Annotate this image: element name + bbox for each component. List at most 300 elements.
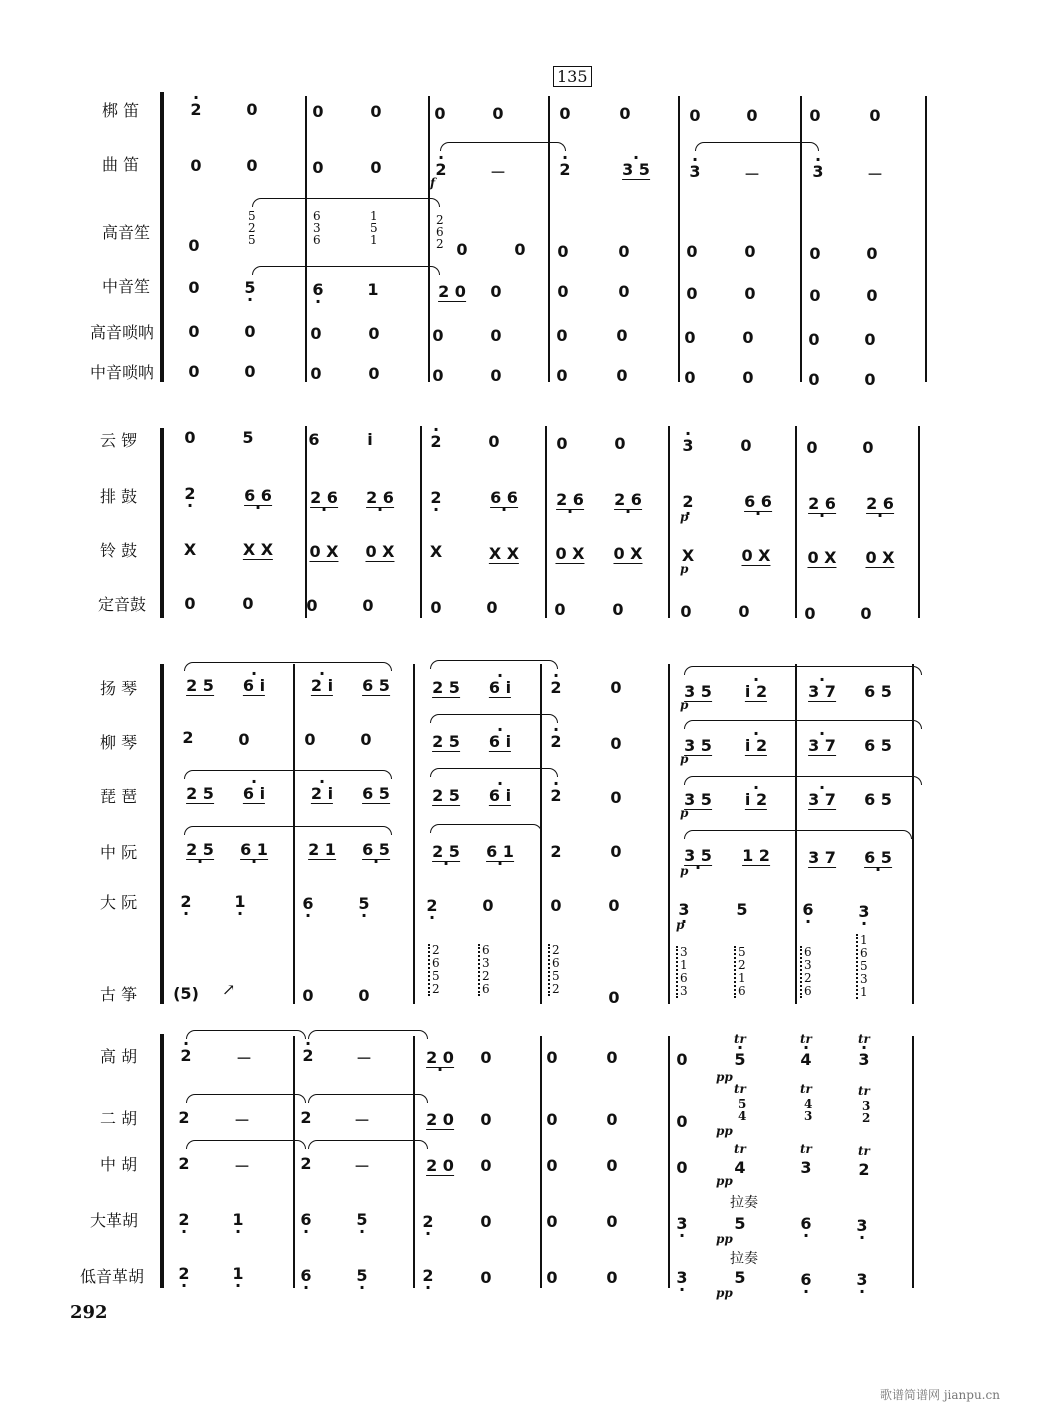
note: 3 · <box>678 900 689 919</box>
note-group: · i 2 <box>745 790 767 810</box>
note: 2 · <box>178 1264 189 1283</box>
note: 5 · <box>358 894 369 913</box>
barline <box>548 96 550 382</box>
note: 0 <box>368 364 380 383</box>
note: 0 <box>546 1156 558 1175</box>
note: 0 <box>546 1110 558 1129</box>
note: · 3 <box>682 436 693 455</box>
note-group: 0 X <box>555 544 585 563</box>
chord-arpeggio: 3 1 6 3 <box>676 946 688 998</box>
page-number: 292 <box>70 1302 108 1323</box>
dynamic-p: p <box>680 562 689 576</box>
note: 6 · <box>800 1214 811 1233</box>
note: 0 <box>809 106 821 125</box>
tie <box>308 1140 428 1149</box>
label-zhongruan: 中 阮 <box>100 843 138 862</box>
note: · 5 <box>734 1050 745 1069</box>
trill: tr <box>734 1082 746 1096</box>
chord-arpeggio: 2 6 5 2 <box>428 944 440 996</box>
note: 0 <box>612 600 624 619</box>
note: 0 <box>808 370 820 389</box>
label-linggu: 铃 鼓 <box>100 541 138 560</box>
trill: tr <box>858 1032 870 1046</box>
note: 0 <box>556 366 568 385</box>
note: 2 <box>300 1108 312 1127</box>
note: 0 <box>486 598 498 617</box>
gliss-arrow-icon: ↗ <box>222 980 236 999</box>
note-group: 2 5 <box>432 786 460 805</box>
barline <box>428 96 430 382</box>
note: 0 <box>676 1158 688 1177</box>
label-bangdi: 梆 笛 <box>102 101 140 120</box>
note: 0 <box>306 596 318 615</box>
note: 2 <box>300 1154 312 1173</box>
note: 0 <box>184 428 196 447</box>
note: 0 <box>684 368 696 387</box>
brace-plucked <box>160 664 164 1004</box>
brace-winds <box>160 92 164 382</box>
dynamic-pp: pp <box>716 1070 733 1084</box>
note-group: 6 1 · <box>486 842 514 862</box>
note-group: 2 5 <box>186 676 214 695</box>
note-group: 2 5 <box>186 784 214 803</box>
note: 2 · <box>178 1210 189 1229</box>
tie <box>684 720 922 729</box>
note-group: 2 5 <box>432 732 460 751</box>
barline <box>668 664 670 1004</box>
tie <box>684 776 922 785</box>
note: · 2 <box>559 160 570 179</box>
note: 0 <box>480 1212 492 1231</box>
note-group: · 2 i <box>311 784 333 804</box>
tie <box>252 266 440 275</box>
note-group: 3 7 <box>808 848 836 867</box>
barline <box>305 96 307 382</box>
barline <box>918 426 920 618</box>
note: 0 <box>616 326 628 345</box>
note-group: 2 0 <box>426 1156 454 1175</box>
note: 5 · <box>356 1266 367 1285</box>
note-group: · 6 i <box>243 676 265 696</box>
dynamic-p: p <box>680 510 689 524</box>
note: 0 <box>550 896 562 915</box>
dynamic-p: p <box>680 806 689 820</box>
note: 1 <box>367 280 379 299</box>
dash: － <box>353 1157 371 1176</box>
note: 0 <box>740 436 752 455</box>
note-group: 3 5 <box>684 682 712 701</box>
note: 0 <box>556 434 568 453</box>
chord: 6 3 6 <box>313 209 321 247</box>
note-group: X X <box>242 540 274 559</box>
note: · 2 <box>550 786 561 805</box>
note: 0 <box>490 326 502 345</box>
dynamic-pp: pp <box>716 1286 733 1300</box>
note: 0 <box>689 106 701 125</box>
dash: － <box>355 1049 373 1068</box>
chord-arpeggio: 5 2 1 6 <box>734 946 746 998</box>
note: 2 <box>178 1154 190 1173</box>
note: 1 · <box>234 892 245 911</box>
note: 0 <box>806 438 818 457</box>
chord-arpeggio: 2 6 5 2 <box>548 944 560 996</box>
note: 0 <box>312 102 324 121</box>
note: 0 <box>606 1110 618 1129</box>
note: 0 <box>480 1110 492 1129</box>
chord: 1 5 1 <box>370 209 378 247</box>
note-group: · 6 i <box>243 784 265 804</box>
note-group: 6 5 <box>362 784 390 803</box>
note: 0 <box>608 988 620 1007</box>
note-group: · 2 i <box>311 676 333 696</box>
note: · 3 <box>689 162 700 181</box>
note: 4 <box>734 1158 746 1177</box>
note-group: 2 6 · <box>866 494 894 514</box>
note-group: · i 2 <box>745 682 767 702</box>
trill: tr <box>800 1032 812 1046</box>
note: 5 · <box>244 278 255 297</box>
note-group: 0 X <box>365 542 395 561</box>
note: 0 <box>606 1212 618 1231</box>
note: 0 <box>430 598 442 617</box>
note: 0 <box>680 602 692 621</box>
dynamic-p: p <box>680 864 689 878</box>
note: 0 <box>608 896 620 915</box>
note: 0 <box>480 1156 492 1175</box>
note: 3 · <box>856 1216 867 1235</box>
dash: － <box>866 165 884 184</box>
tie <box>684 666 922 675</box>
barline <box>420 426 422 618</box>
tie <box>440 142 566 151</box>
note: 0 <box>244 322 256 341</box>
note: 0 <box>864 370 876 389</box>
label-dagehu: 大革胡 <box>90 1211 139 1230</box>
trill: tr <box>800 1142 812 1156</box>
note-group: 2 6 · <box>556 490 584 510</box>
arco-mark: 拉奏 <box>730 1251 758 1267</box>
note: 0 <box>619 104 631 123</box>
label-dingyingu: 定音鼓 <box>98 595 147 614</box>
note-group: 6 5 <box>864 790 892 809</box>
tie <box>184 770 392 779</box>
note: · 3 <box>858 1050 869 1069</box>
note: 0 <box>246 100 258 119</box>
note: 0 <box>738 602 750 621</box>
dynamic-p: p <box>676 918 685 932</box>
note-group: · 3 7 <box>808 790 836 810</box>
note: 2 · <box>180 892 191 911</box>
note: 0 <box>684 328 696 347</box>
note: 0 <box>676 1050 688 1069</box>
note: 0 <box>557 282 569 301</box>
note: 0 <box>557 242 569 261</box>
note: 0 <box>368 324 380 343</box>
note: 1 · <box>232 1210 243 1229</box>
note: · 3 <box>812 162 823 181</box>
note: 0 <box>610 842 622 861</box>
note: 0 <box>746 106 758 125</box>
note: 0 <box>490 282 502 301</box>
note: X <box>681 546 695 565</box>
note: 0 <box>866 286 878 305</box>
note: 2 · <box>426 896 437 915</box>
note: 0 <box>618 282 630 301</box>
note: · 4 <box>800 1050 811 1069</box>
chord: 5 4 <box>738 1097 747 1123</box>
note-group: 0 X <box>865 548 895 567</box>
note: 0 <box>809 244 821 263</box>
note: · 2 <box>180 1046 191 1065</box>
note: 2 <box>178 1108 190 1127</box>
note: 5 · <box>356 1210 367 1229</box>
note: 6 · <box>300 1266 311 1285</box>
note-group: 2 6 · <box>614 490 642 510</box>
note-group: 6 5 · <box>362 840 390 860</box>
note: 0 <box>742 368 754 387</box>
chord: 5 2 5 <box>248 209 256 247</box>
note-group: 2 1 <box>308 840 336 859</box>
note: 6 · <box>312 280 323 299</box>
barline <box>925 96 927 382</box>
note-group: · i 2 <box>745 736 767 756</box>
chord: 2 6 2 <box>436 213 444 251</box>
note: 0 <box>480 1048 492 1067</box>
tie <box>308 1030 428 1039</box>
note: 1 · <box>232 1264 243 1283</box>
dash: － <box>233 1157 251 1176</box>
note: 0 <box>610 734 622 753</box>
note: 0 <box>492 104 504 123</box>
dynamic-pp: pp <box>716 1232 733 1246</box>
note: 2 <box>550 842 562 861</box>
note-group: 1 2 <box>742 846 770 865</box>
dynamic-p: p <box>680 752 689 766</box>
label-gaohu: 高 胡 <box>100 1047 138 1066</box>
barline <box>912 664 914 1004</box>
note: 0 <box>238 730 250 749</box>
note: 0 <box>310 324 322 343</box>
note: 0 <box>742 328 754 347</box>
note: 2 · <box>422 1212 433 1231</box>
note: 0 <box>514 240 526 259</box>
label-paigu: 排 鼓 <box>100 487 138 506</box>
note: · 2 <box>302 1046 313 1065</box>
note: 3 · <box>676 1268 687 1287</box>
note-group: · 3 7 <box>808 682 836 702</box>
note: 2 · <box>430 488 441 507</box>
note-group: 6 5 · <box>864 848 892 868</box>
note: 0 <box>610 678 622 697</box>
tie <box>252 198 440 207</box>
label-erhu: 二 胡 <box>100 1109 138 1128</box>
note: 2 · <box>184 484 195 503</box>
note: 6 · <box>800 1270 811 1289</box>
note: 0 <box>614 434 626 453</box>
note: 0 <box>188 322 200 341</box>
trill: tr <box>858 1144 870 1158</box>
note: 0 <box>312 158 324 177</box>
note-group: · 6 i <box>489 732 511 752</box>
note: 0 <box>490 366 502 385</box>
note: (5) <box>173 984 199 1003</box>
note: 3 <box>800 1158 812 1177</box>
note-group: 0 X <box>741 546 771 565</box>
dynamic-pp: pp <box>716 1174 733 1188</box>
tie <box>430 714 558 723</box>
note-group: 6 1 · <box>240 840 268 860</box>
note: 0 <box>862 438 874 457</box>
note-group: 2 0 <box>438 282 466 301</box>
note: 3 · <box>858 902 869 921</box>
trill: tr <box>734 1142 746 1156</box>
barline <box>545 426 547 618</box>
trill: tr <box>800 1082 812 1096</box>
barline <box>678 96 680 382</box>
tie <box>695 142 819 151</box>
dash: － <box>235 1049 253 1068</box>
note: 0 <box>559 104 571 123</box>
note: 0 <box>480 1268 492 1287</box>
chord: 3 2 <box>862 1099 871 1125</box>
dash: － <box>743 165 761 184</box>
note-group: 6 6 · <box>244 486 272 506</box>
note: 0 <box>360 730 372 749</box>
note: 0 <box>304 730 316 749</box>
arco-mark: 拉奏 <box>730 1195 758 1211</box>
note: 0 <box>686 242 698 261</box>
note: 2 <box>182 728 194 747</box>
note: 0 <box>188 362 200 381</box>
note: 0 <box>546 1048 558 1067</box>
note: · 2 <box>190 100 201 119</box>
note: 5 <box>734 1214 746 1233</box>
note: 0 <box>616 366 628 385</box>
barline <box>413 1036 415 1288</box>
note: 0 <box>618 242 630 261</box>
label-yangqin: 扬 琴 <box>100 679 138 698</box>
note: 0 <box>610 788 622 807</box>
note: 0 <box>188 236 200 255</box>
note: 0 <box>370 102 382 121</box>
barline <box>540 1036 542 1288</box>
barline <box>293 1036 295 1288</box>
note: 0 <box>432 366 444 385</box>
note: X <box>183 540 197 559</box>
note: 0 <box>242 594 254 613</box>
label-zhongyinsheng: 中音笙 <box>102 277 151 296</box>
label-qudi: 曲 笛 <box>102 155 140 174</box>
note-group: · 6 i <box>489 678 511 698</box>
dash: － <box>233 1111 251 1130</box>
note-group: 2 5 · <box>186 840 214 860</box>
barline <box>305 426 307 618</box>
note-group: 2 6 · <box>310 488 338 508</box>
note-group: 2 5 <box>432 678 460 697</box>
tie <box>684 830 912 839</box>
note: 0 <box>676 1112 688 1131</box>
note: 5 <box>734 1268 746 1287</box>
note: 0 <box>310 364 322 383</box>
note-group: 2 0 <box>426 1110 454 1129</box>
tie <box>308 1094 428 1103</box>
note-group: · 3 5 <box>622 160 650 180</box>
dash: － <box>489 163 507 182</box>
note-group: 2 5 · <box>432 842 460 862</box>
tie <box>430 824 542 833</box>
barline <box>800 96 802 382</box>
barline <box>795 426 797 618</box>
note: 6 · <box>300 1210 311 1229</box>
label-gaoyinsheng: 高音笙 <box>102 223 151 242</box>
note: i <box>367 430 373 449</box>
note: 0 <box>546 1212 558 1231</box>
note: 6 · <box>802 900 813 919</box>
note-group: 0 X <box>613 544 643 563</box>
note: 0 <box>482 896 494 915</box>
tie <box>186 1030 306 1039</box>
note: 3 · <box>856 1270 867 1289</box>
note: 0 <box>869 106 881 125</box>
note-group: X X <box>488 544 520 563</box>
label-liuqin: 柳 琴 <box>100 733 138 752</box>
note: · 2 <box>435 160 446 179</box>
label-diyingehu: 低音革胡 <box>80 1267 145 1286</box>
label-guzheng: 古 筝 <box>100 985 138 1004</box>
chord-arpeggio: 6 3 2 6 <box>800 946 812 998</box>
note: 0 <box>606 1048 618 1067</box>
note-group: · 3 7 <box>808 736 836 756</box>
note-group: 6 5 <box>864 682 892 701</box>
brace-bowed <box>160 1034 164 1288</box>
rehearsal-mark: 135 <box>553 66 592 87</box>
note: 0 <box>244 362 256 381</box>
note-group: · 6 i <box>489 786 511 806</box>
note: 5 <box>736 900 748 919</box>
note: 0 <box>808 330 820 349</box>
note: 0 <box>554 600 566 619</box>
note-group: 6 6 · <box>490 488 518 508</box>
dash: － <box>353 1111 371 1130</box>
note: 0 <box>744 284 756 303</box>
note: 2 · <box>422 1266 433 1285</box>
trill: tr <box>858 1084 870 1098</box>
label-zhongyinsuona: 中音唢呐 <box>90 363 155 382</box>
note: 0 <box>362 596 374 615</box>
note: 0 <box>556 326 568 345</box>
label-daruan: 大 阮 <box>100 893 138 912</box>
note: · 2 <box>550 732 561 751</box>
note: 0 <box>370 158 382 177</box>
note: 0 <box>744 242 756 261</box>
note: 0 <box>864 330 876 349</box>
note: 0 <box>546 1268 558 1287</box>
note: 0 <box>190 156 202 175</box>
trill: tr <box>734 1032 746 1046</box>
note: 0 <box>184 594 196 613</box>
note: 2 <box>858 1160 870 1179</box>
dynamic-f: f <box>430 176 436 190</box>
note: 0 <box>809 286 821 305</box>
label-yunluo: 云 锣 <box>100 431 138 450</box>
note: 0 <box>358 986 370 1005</box>
barline <box>668 1036 670 1288</box>
note-group: 3 5 · <box>684 846 712 866</box>
note: 0 <box>246 156 258 175</box>
note-group: 6 6 · <box>744 492 772 512</box>
barline <box>413 664 415 1004</box>
note: 0 <box>860 604 872 623</box>
